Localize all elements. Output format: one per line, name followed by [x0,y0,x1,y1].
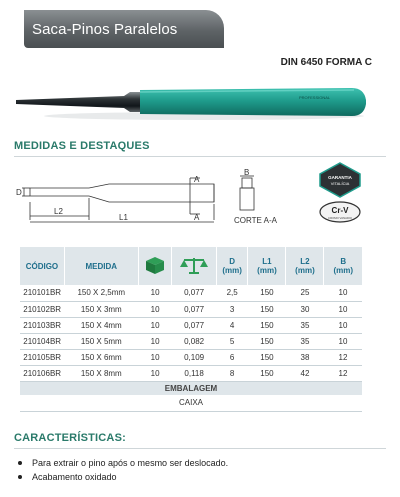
cell-d: 4 [216,317,248,333]
cell-box-qty: 10 [138,301,172,317]
standard-label: DIN 6450 FORMA C [280,57,372,68]
cell-code: 210101BR [20,285,64,301]
crv-badge-icon [318,200,362,224]
table-row [20,285,362,301]
table-row [20,365,362,381]
cell-d: 6 [216,349,248,365]
cell-l1: 150 [248,285,286,301]
header-measure: MEDIDA [64,247,138,285]
cell-code: 210103BR [20,317,64,333]
cell-box-qty: 10 [138,333,172,349]
technical-drawing [14,168,314,230]
cell-d: 5 [216,333,248,349]
cell-measure: 150 X 8mm [64,365,138,381]
cell-box-qty: 10 [138,285,172,301]
crv-label: Cr-V [331,206,349,215]
header-b: B (mm) [324,247,362,285]
cell-l2: 25 [286,285,324,301]
cell-l1: 150 [248,317,286,333]
cell-weight: 0,118 [172,365,216,381]
dim-l2-label: L2 [54,207,63,216]
packaging-value-row [20,395,362,411]
garantia-line1: GARANTIA [328,175,352,180]
tool-engraving: PROFESSIONAL [299,95,331,100]
cell-measure: 150 X 2,5mm [64,285,138,301]
cell-d: 2,5 [216,285,248,301]
section-a-top-label: A [194,175,200,184]
features-section-title: CARACTERÍSTICAS: [14,432,126,444]
cell-weight: 0,077 [172,301,216,317]
box-icon [144,255,166,275]
cell-l2: 35 [286,317,324,333]
cell-box-qty: 10 [138,317,172,333]
cell-l1: 150 [248,365,286,381]
dim-l1-label: L1 [119,213,128,222]
features-list [16,456,228,484]
scale-icon [179,255,209,275]
list-item: Para extrair o pino após o mesmo ser deslocado. [16,456,228,470]
cell-l1: 150 [248,349,286,365]
header-box [138,247,172,285]
crv-sublabel: CROMO VANADIO [328,216,352,220]
section-a-bottom-label: A [194,213,200,222]
cell-measure: 150 X 6mm [64,349,138,365]
packaging-label: EMBALAGEM [20,381,362,395]
cell-code: 210105BR [20,349,64,365]
cell-measure: 150 X 3mm [64,301,138,317]
cell-code: 210102BR [20,301,64,317]
cell-b: 10 [324,333,362,349]
cell-l2: 30 [286,301,324,317]
cell-l1: 150 [248,333,286,349]
dim-d-label: D [16,188,22,197]
cell-code: 210104BR [20,333,64,349]
cell-d: 3 [216,301,248,317]
cell-d: 8 [216,365,248,381]
cell-weight: 0,109 [172,349,216,365]
cell-weight: 0,077 [172,285,216,301]
measures-divider [14,156,386,157]
garantia-badge-icon [318,162,362,198]
table-row [20,333,362,349]
cell-box-qty: 10 [138,349,172,365]
cell-weight: 0,077 [172,317,216,333]
packaging-value: CAIXA [20,395,362,411]
header-weight [172,247,216,285]
header-l2: L2 (mm) [286,247,324,285]
cell-l1: 150 [248,301,286,317]
table-row [20,301,362,317]
features-divider [14,448,386,449]
cell-measure: 150 X 4mm [64,317,138,333]
cell-l2: 42 [286,365,324,381]
dim-b-label: B [244,168,250,177]
title-bar [24,10,224,48]
measures-section-title: MEDIDAS E DESTAQUES [14,140,150,152]
packaging-header-row [20,381,362,395]
cell-b: 10 [324,317,362,333]
cell-box-qty: 10 [138,365,172,381]
cell-b: 10 [324,285,362,301]
cell-b: 10 [324,301,362,317]
cell-l2: 38 [286,349,324,365]
list-item: Acabamento oxidado [16,470,228,484]
section-caption: CORTE A-A [234,216,277,225]
header-code: CÓDIGO [20,247,64,285]
cell-l2: 35 [286,333,324,349]
tool-photo [14,78,374,128]
table-row [20,317,362,333]
header-l1: L1 (mm) [248,247,286,285]
table-row [20,349,362,365]
spec-table-header [20,247,362,285]
cell-b: 12 [324,349,362,365]
cell-weight: 0,082 [172,333,216,349]
cell-measure: 150 X 5mm [64,333,138,349]
page-title: Saca-Pinos Paralelos [32,21,178,38]
spec-table [20,247,362,412]
cell-b: 12 [324,365,362,381]
garantia-line2: VITALÍCIA [330,181,350,186]
cell-code: 210106BR [20,365,64,381]
header-d: D (mm) [216,247,248,285]
